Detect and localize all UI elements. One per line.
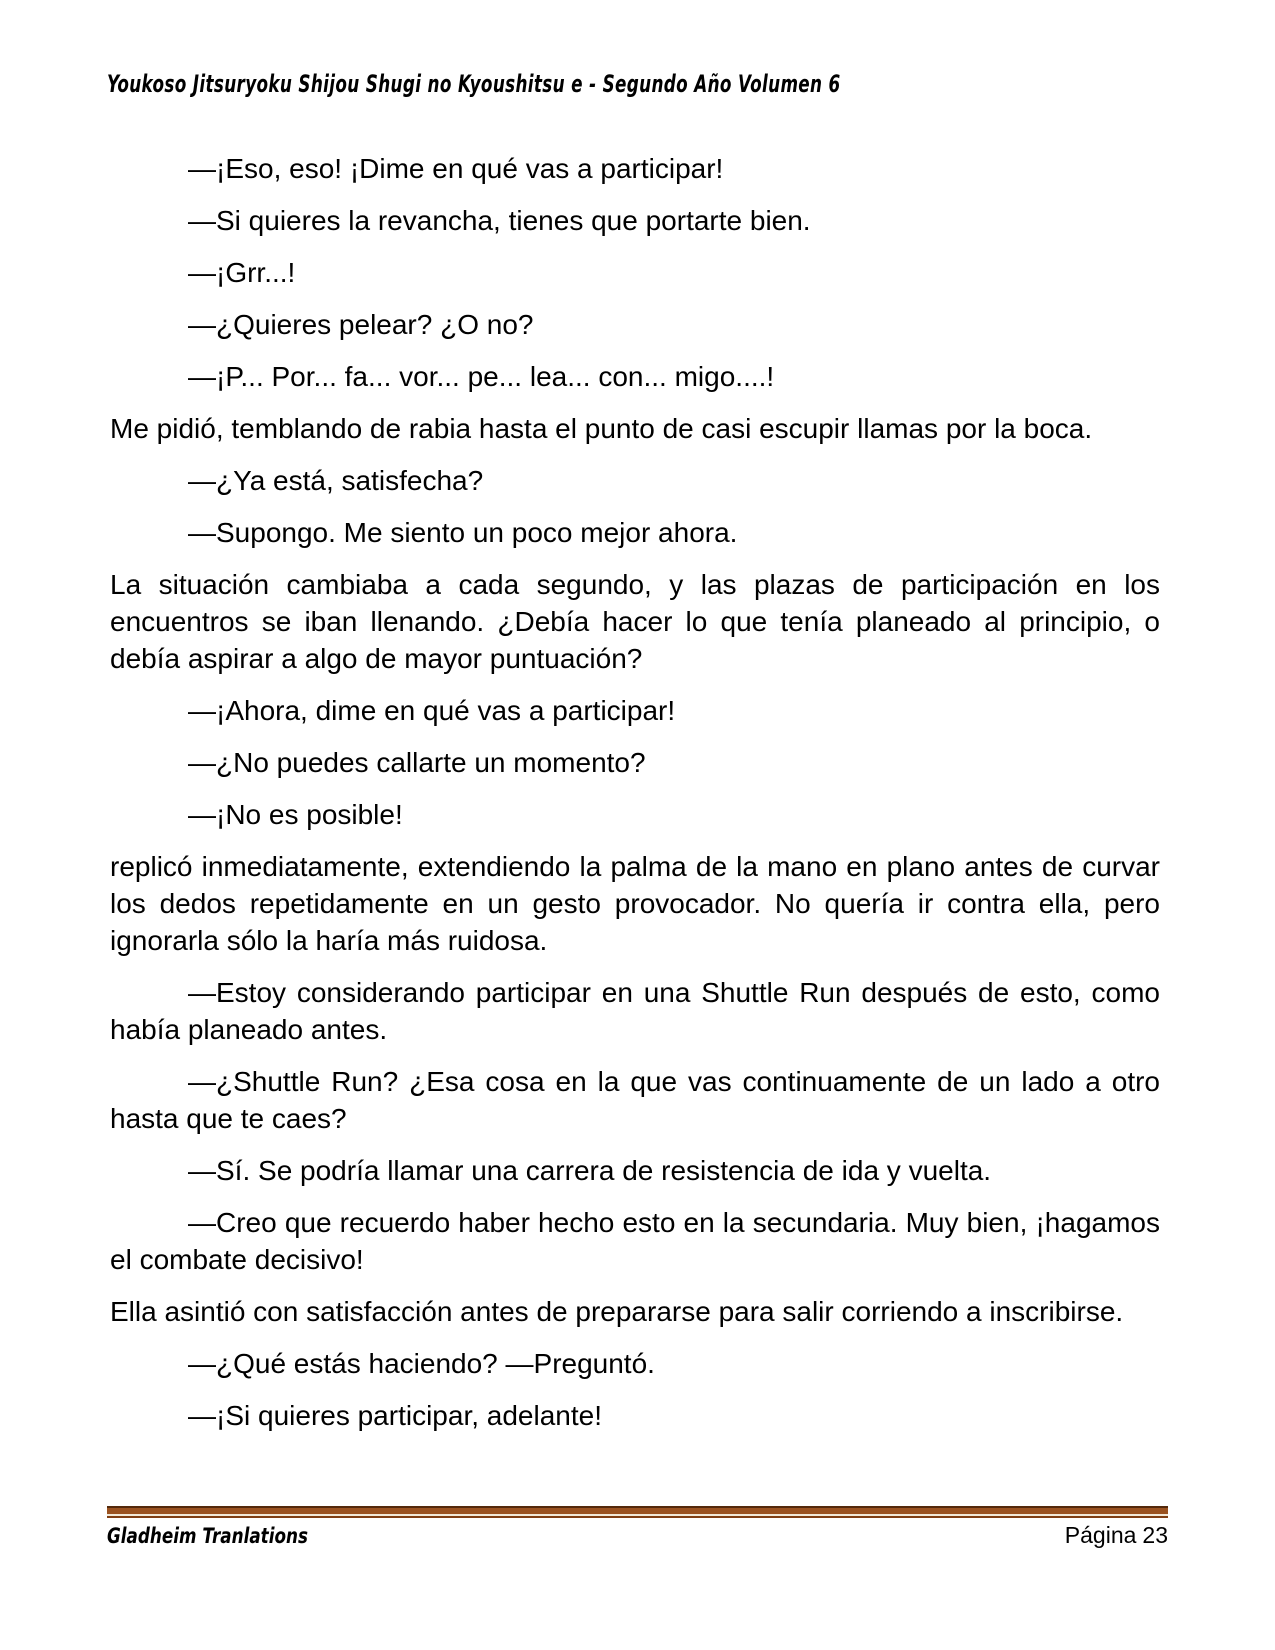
page-header	[107, 70, 1168, 98]
footer-translator: Gladheim Tranlations	[107, 1524, 308, 1548]
paragraphs	[110, 150, 1160, 1434]
paragraph: —Estoy considerando participar en una Shuttle Run después de esto, como había planeado antes.	[110, 977, 1160, 1045]
paragraph: —¡No es posible!	[188, 799, 403, 830]
page-number-value: 23	[1142, 1522, 1168, 1548]
body-text	[110, 150, 1160, 1449]
paragraph: Me pidió, temblando de rabia hasta el punto de casi escupir llamas por la boca.	[110, 413, 1093, 444]
rule-band-thin	[107, 1516, 1168, 1518]
paragraph: —Creo que recuerdo haber hecho esto en la secundaria. Muy bien, ¡hagamos el combate decisivo!	[110, 1207, 1160, 1275]
paragraph: —¡Grr...!	[188, 257, 296, 288]
paragraph: —¿Ya está, satisfecha?	[188, 465, 484, 496]
header-title: Youkoso Jitsuryoku Shijou Shugi no Kyoushitsu e - Segundo Año Volumen 6	[107, 70, 841, 98]
paragraph: replicó inmediatamente, extendiendo la palma de la mano en plano antes de curvar los dedos repetidamente en un gesto provocador. No quería ir contra ella, pero ignorarla sólo la haría más ruidosa.	[110, 851, 1160, 956]
paragraph: La situación cambiaba a cada segundo, y las plazas de participación en los encuentros se iban llenando. ¿Debía hacer lo que tenía planeado al principio, o debía aspirar a algo de mayor puntuación?	[110, 569, 1160, 674]
paragraph: —¡Si quieres participar, adelante!	[188, 1400, 602, 1431]
paragraph: —Supongo. Me siento un poco mejor ahora.	[188, 517, 738, 548]
paragraph: —¡Eso, eso! ¡Dime en qué vas a participar!	[188, 153, 724, 184]
paragraph: —¡P... Por... fa... vor... pe... lea... con... migo....!	[188, 361, 775, 392]
footer-divider-rule	[107, 1506, 1168, 1518]
paragraph: —Sí. Se podría llamar una carrera de resistencia de ida y vuelta.	[188, 1155, 992, 1186]
paragraph: —Si quieres la revancha, tienes que portarte bien.	[188, 205, 811, 236]
paragraph: —¡Ahora, dime en qué vas a participar!	[188, 695, 676, 726]
page-number-label: Página	[1064, 1522, 1137, 1548]
paragraph: —¿Qué estás haciendo? —Preguntó.	[188, 1348, 655, 1379]
paragraph: —¿Shuttle Run? ¿Esa cosa en la que vas continuamente de un lado a otro hasta que te caes?	[110, 1066, 1160, 1134]
footer-page-number	[1065, 1522, 1168, 1549]
paragraph: Ella asintió con satisfacción antes de prepararse para salir corriendo a inscribirse.	[110, 1296, 1124, 1327]
page-footer	[107, 1522, 1168, 1549]
paragraph: —¿No puedes callarte un momento?	[188, 747, 646, 778]
paragraph: —¿Quieres pelear? ¿O no?	[188, 309, 534, 340]
